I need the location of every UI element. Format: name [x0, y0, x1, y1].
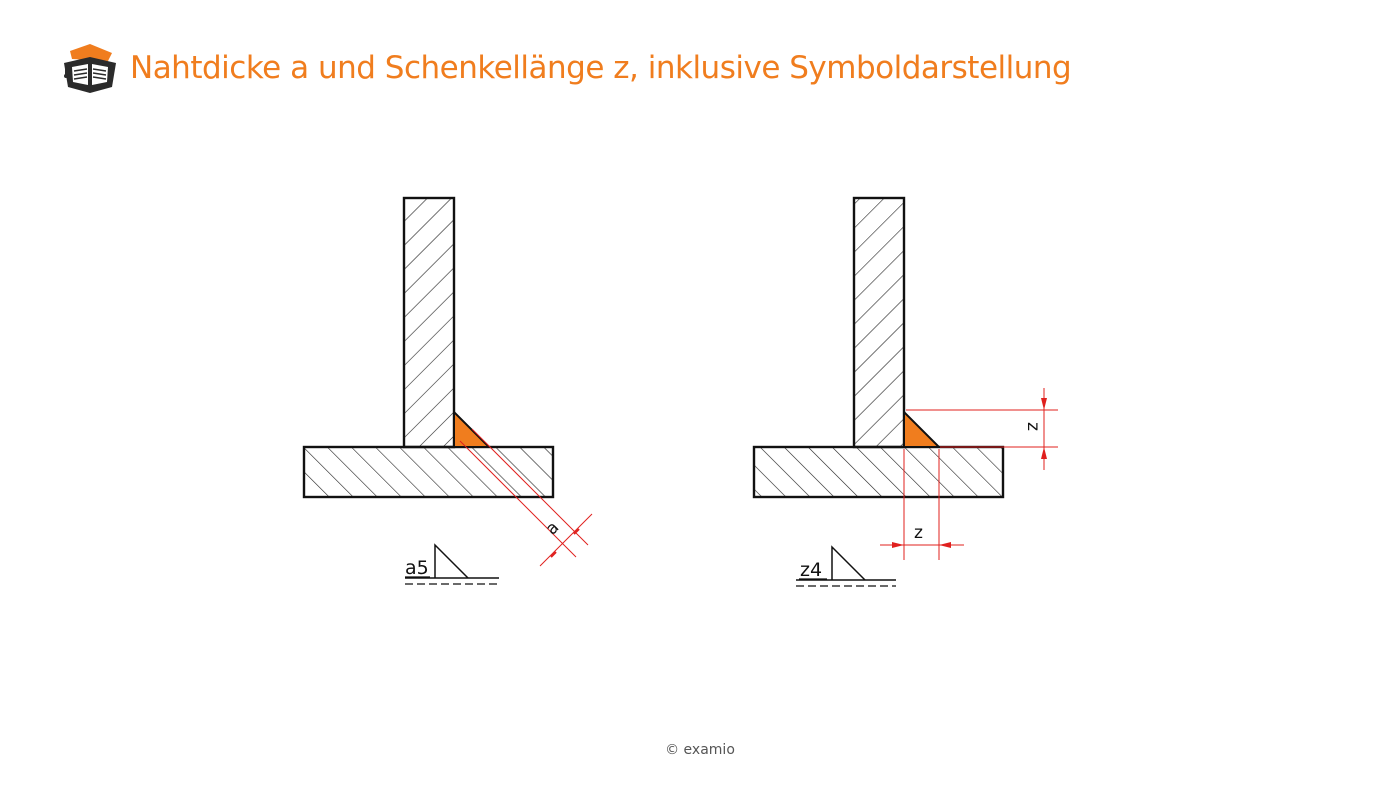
- right-fillet-weld-figure: [754, 198, 1058, 586]
- right-dimension-label-z-vertical: z: [1023, 422, 1043, 431]
- left-symbol-label: a5: [405, 557, 429, 579]
- right-symbol-label: z4: [800, 559, 823, 581]
- right-dimension-label-z-horizontal: z: [914, 523, 923, 543]
- page-title: Nahtdicke a und Schenkellänge z, inklusive Symboldarstellung: [130, 49, 1072, 86]
- left-fillet-weld-figure: [304, 198, 592, 584]
- copyright-footer: © examio: [665, 742, 735, 758]
- right-weld-seam: [904, 412, 939, 447]
- left-dimension-label-a: a: [541, 517, 564, 540]
- left-weld-seam: [454, 412, 489, 447]
- left-vertical-plate: [404, 198, 454, 447]
- right-vertical-plate: [854, 198, 904, 447]
- right-weld-symbol: [796, 547, 896, 586]
- right-horizontal-plate: [754, 447, 1003, 497]
- left-weld-symbol: [405, 545, 499, 584]
